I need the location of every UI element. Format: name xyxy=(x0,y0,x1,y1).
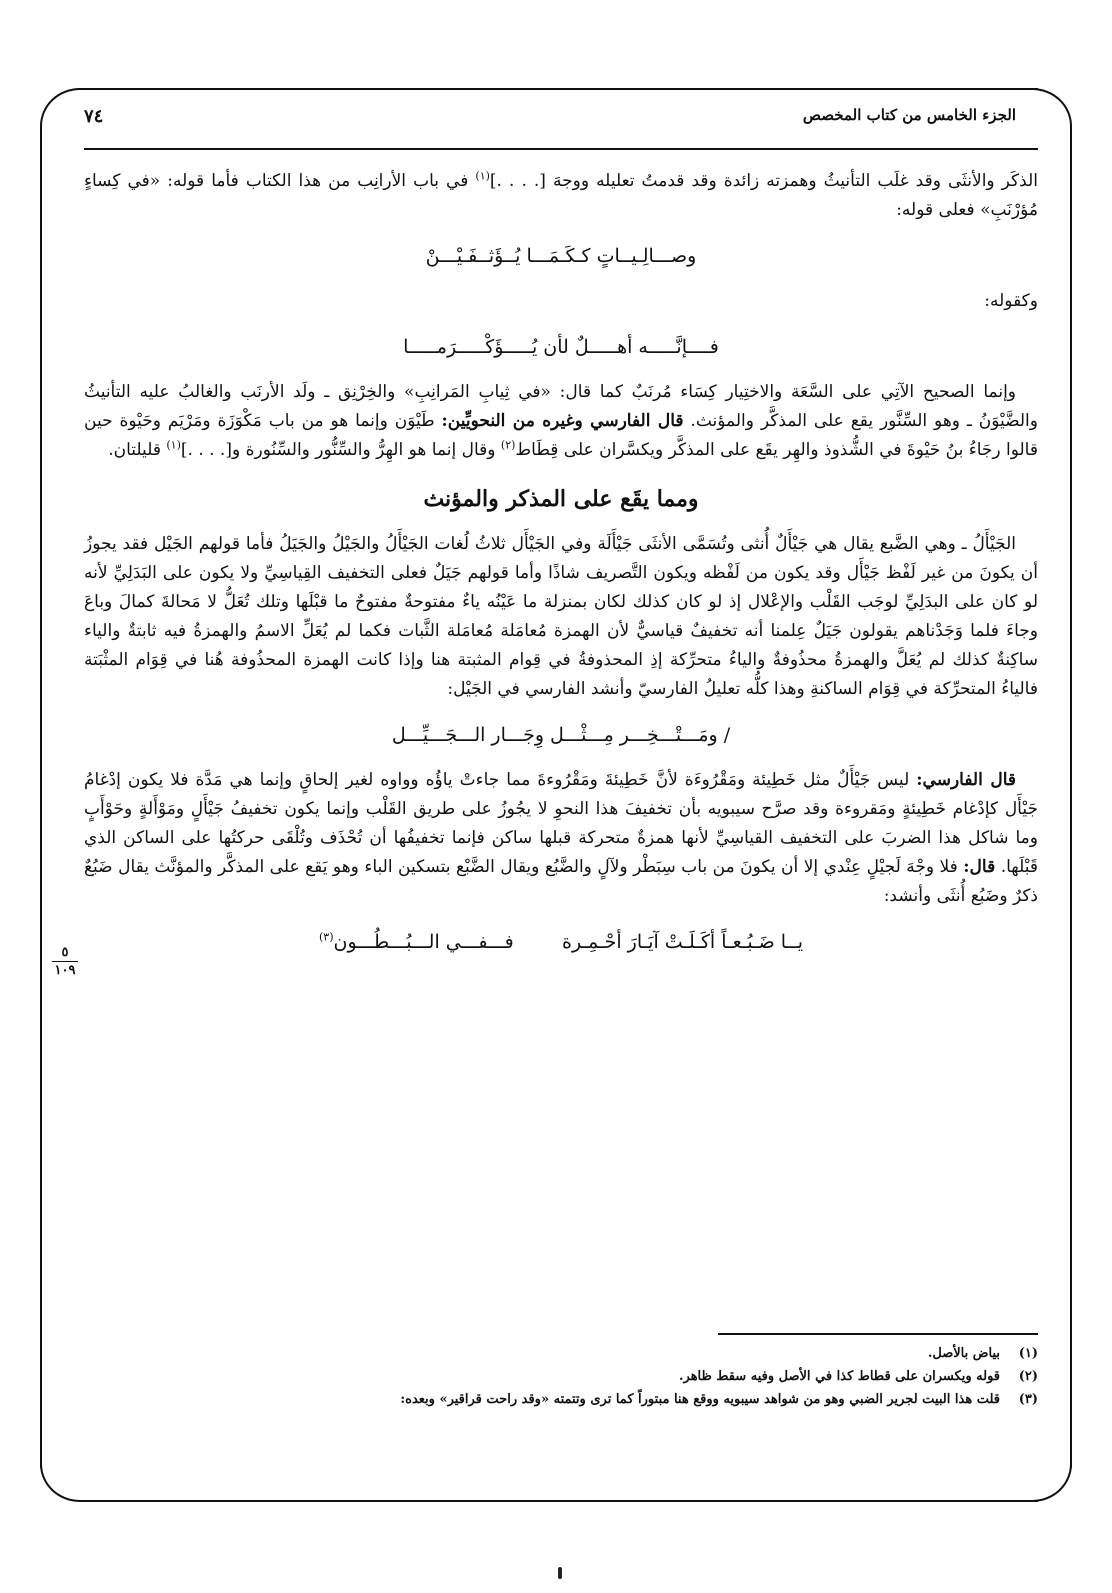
footnotes xyxy=(84,1342,1038,1411)
paragraph-3 xyxy=(84,378,1038,465)
footnote-ref: (١) xyxy=(475,169,490,183)
footnote-2 xyxy=(84,1365,1038,1388)
paragraph-3-text-a: وإنما الصحيح الآتِي على السَّعَة والاختِيار كِسَاء مُرنَبٌ كما قال: «في ثِيابِ المَرانِبِ» والخِرْنِق ـ ولَد الأرنَب والغالبُ عليه التأنيثُ والضَّيْوَنُ ـ وهو السِّنَّور يقع على المذكَّر والمؤنث. xyxy=(84,382,1038,431)
frame-top-line xyxy=(84,88,1038,90)
footnote-marker: (١) xyxy=(1018,1346,1038,1361)
paragraph-3-bold: قال الفارسي وغيره من النحويِّين: xyxy=(441,411,684,431)
paragraph-2: وكقوله: xyxy=(984,291,1038,311)
header-rule xyxy=(84,148,1038,150)
paragraph-3-text-d: قليلتان. xyxy=(108,440,167,460)
footnote-text: قوله ويكسران على قطاط كذا في الأصل وفيه سقط ظاهر. xyxy=(679,1369,1000,1384)
frame-corner-tl xyxy=(40,88,88,132)
frame-corner-bl xyxy=(40,1460,88,1502)
paragraph-1-tail: في باب الأرانِب من هذا الكتاب فأما قوله: «في كِساءٍ مُؤرْنَبِ» فعلى قوله: xyxy=(84,171,1038,220)
verse-4-second-hemistich: فـــفـــي الـــبُـــطُـــون xyxy=(333,931,514,953)
footnote-rule xyxy=(718,1333,1038,1335)
margin-reference-top: ٥ xyxy=(52,945,78,962)
footnote-text: قلت هذا البيت لجرير الضبي وهو من شواهد سيبويه ووقع هنا مبتوراً كما ترى وتتمته «وقد راحت قراقير» وبعده: xyxy=(400,1392,1000,1407)
page-header xyxy=(84,104,1034,130)
paragraph-3-text-b: طَيْوَن وإنما هو من باب مَكْوَزَة ومَرْيَم وحَيْوة حين قالوا رجَاءُ بنُ حَيْوةَ في الشُّذوذ والهِر يقَع على المذكَّر ويكسَّران على قِطَاط xyxy=(84,411,1038,460)
main-text xyxy=(84,167,1038,973)
verse-2: فــــإنَّـــــه أهـــــلٌ لأن يُـــــؤَكْـــــرَمـــــا xyxy=(403,336,719,358)
verse-4 xyxy=(84,923,1038,961)
paragraph-5 xyxy=(84,766,1038,911)
running-title: الجزء الخامس من كتاب المخصص xyxy=(802,106,1016,124)
footnote-marker: (٣) xyxy=(1018,1392,1038,1407)
footnote-text: بياض بالأصل. xyxy=(927,1346,1000,1361)
verse-1: وصـــالِـيــاتٍ كـكَـمَـــا يُــؤَثــفَـيْـــنْ xyxy=(425,245,697,267)
paragraph-1-text: الذكَر والأنثَى وقد غلَب التأنيثُ وهمزته زائدة وقد قدمتُ تعليله ووجهَ [. . . .] xyxy=(489,171,1038,191)
paragraph-5-bold-2: قال: xyxy=(963,857,996,877)
verse-4-first-hemistich: يــا ضَـبُـعـاً أكَـلَـتْ آيَـارَ أحْـمِـرة xyxy=(562,931,804,953)
footnote-3 xyxy=(84,1388,1038,1411)
paragraph-4: الجَيْأَلُ ـ وهي الضَّبع يقال هي جَيْأَلٌ أُنثى وتُسَمَّى الأنثَى جَيْأَلَة وفي الجَيْأَل ثلاثُ لُغات الجَيْأَلُ والجَيْلُ والجَيَلُ فأما قولهم الجَيْل فقد يجوزُ أن يكونَ من غير لَفْظ جَيْأَل وقد يكون من لَفْظه ويكون التَّصريف شاذًا وأما قولهم جَيَلٌ فعلى التخفيف القِياسِيِّ ولا يكون على البَدَلِيِّ لأنه لو كان على البدَلِيِّ لوجَب القَلْب والإعْلال إذ لو كان كذلك لكان بمنزلة ما عَيْنُه ياءٌ مفتوحةٌ مفتوحٌ ما قبْلَها وتلك تُعَلُّ لا مَحالةَ كمالَ وباعَ وجاءَ فلما وَجَدْناهم يقولون جَيَلٌ عِلمنا أنه تخفيفٌ قياسيٌّ لأن الهمزة مُعامَلة مُعامَلة الثَّبات فكما لم يُعَلِّ الاسمُ والهمزةُ فيه ثابتةٌ والياء ساكِنةٌ كذلك لم يُعَلَّ والهمزةُ محذُوفةٌ والياءُ متحرِّكة إذِ المحذوفةُ في قِوام المثبتة هنا وإذا كانت الهمزة المحذُوفة هُنا في قِوَام المثْبَتة فالياءُ المتحرِّكة في قِوَام الساكنةِ وهذا كلُّه تعليلُ الفارسيّ وأنشد الفارسي في الجَيْل: xyxy=(84,534,1038,699)
footnote-marker: (٢) xyxy=(1018,1369,1038,1384)
frame-bottom-line xyxy=(84,1500,1038,1502)
paragraph-5-text-b: فلا وجْهَ لَجيْلٍ عِنْدي إلا أن يكونَ من باب سِبَطْر ولآلٍ والضَّبُع ويقال الضَّبْع بتسكين الباء وهو يَقع على المذكَّر والمؤنَّث يقال ضَبُعٌ ذكرٌ وضَبُع أُنثَى وأنشد: xyxy=(84,857,1038,906)
footnote-ref: (١) xyxy=(166,438,181,452)
verse-3: / ومَـــتْـــخِـــر مِـــثْـــل وِجَـــار الـــجَـــيِّـــل xyxy=(391,724,731,746)
paragraph-5-bold: قال الفارسي: xyxy=(916,770,1016,790)
page-number: ٧٤ xyxy=(84,106,104,127)
section-heading: ومما يقَع على المذكر والمؤنث xyxy=(423,486,699,512)
margin-page-reference xyxy=(52,945,78,978)
footnote-ref: (٢) xyxy=(500,438,516,452)
frame-left-line xyxy=(40,128,42,1468)
scan-speck xyxy=(558,1567,562,1579)
paragraph-1 xyxy=(84,167,1038,225)
frame-corner-br xyxy=(1024,1460,1072,1502)
paragraph-5-text-a: ليس جَيْأَلٌ مثل خَطِيئة ومَقْرُوءَة لأنَّ خَطِيئةَ ومَقْرُوءةَ مما جاءتْ ياؤُه وواوه لغير إلحاقٍ وإنما هي مَدَّة فلا يكون إدْغامُ جَيْأَل كإدْغام خَطِيئةٍ ومَقروءة وقد صرَّح سيبويه بأن تخفيفَ هذا النحوِ لا يجُوزُ على طريق القَلْب وإنما يكون تخفيفُ جَيْأَلٍ ومَوْأَلةٍ وحَوْأَبٍ وما شاكل هذا الضربَ على التخفيف القياسِيِّ لأنها همزةٌ متحركة قبلها ساكن فإنما تخفيفُها أن تُحْذَف وتُلْقَى حركتُها على الساكن الذي قَبْلَها. xyxy=(84,770,1038,877)
margin-reference-bottom: ١٠٩ xyxy=(54,963,76,978)
footnote-1 xyxy=(84,1342,1038,1365)
frame-right-line xyxy=(1070,128,1072,1468)
footnote-ref: (٣) xyxy=(318,930,334,944)
paragraph-3-text-c: وقال إنما هو الهِرُّ والسِّنُّور والسِّنُورة و[. . . .] xyxy=(180,440,501,460)
